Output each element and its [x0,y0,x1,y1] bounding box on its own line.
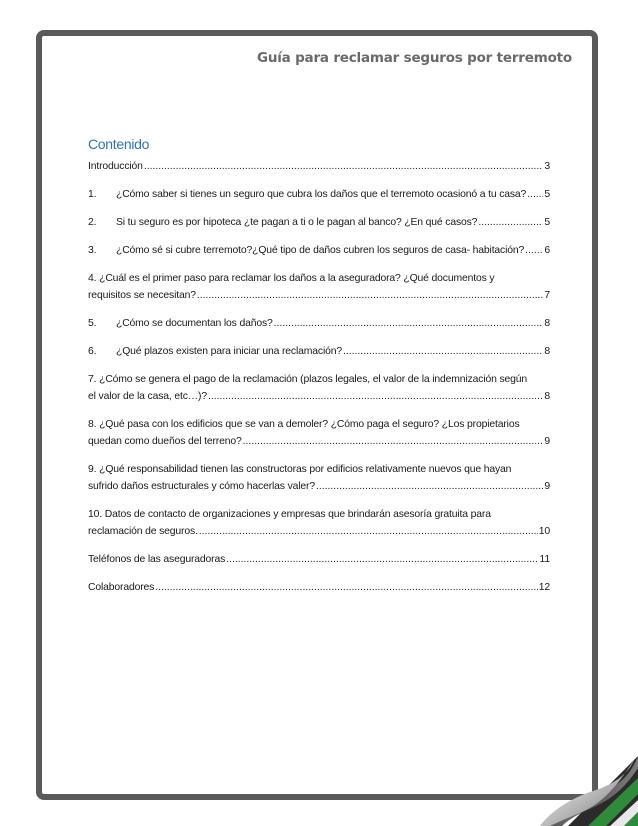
toc-page-number: 6 [544,245,550,256]
toc-entry-6[interactable] [88,343,550,360]
toc-entry-text: Datos de contacto de organizaciones y empresas que brindarán asesoría gratuita para [104,509,491,520]
toc-page-number: 12 [538,582,550,593]
dot-leader [478,214,543,231]
dot-leader [343,343,543,360]
toc-entry-number: 5. [88,318,97,329]
toc-entry-text: ¿Cómo se documentan los daños? [116,318,273,329]
toc-page-number: 5 [544,217,550,228]
toc-entry-number: 1. [88,189,97,200]
toc-entry-text-cont: reclamación de seguros. [88,526,198,537]
toc-entry-number: 4. [88,273,97,284]
toc-entry-text-cont: el valor de la casa, etc…)? [88,391,207,402]
toc-entry-7[interactable] [88,371,550,405]
toc-entry-5[interactable] [88,315,550,332]
toc-entry-10[interactable] [88,506,550,540]
toc-page-number: 8 [544,346,550,357]
toc-entry-colaboradores[interactable] [88,579,550,596]
toc-entry-text: ¿Qué plazos existen para iniciar una reclamación? [116,346,342,357]
dot-leader [197,287,543,304]
dot-leader [155,579,538,596]
toc-entry-introduccion[interactable] [88,158,550,175]
toc-entry-3[interactable] [88,242,550,259]
toc-entry-number: 7. [88,374,97,385]
table-of-contents [88,136,550,607]
dot-leader [525,242,543,259]
toc-entry-text: ¿Cuál es el primer paso para reclamar los daños a la aseguradora? ¿Qué documentos y [99,273,495,284]
dot-leader [208,388,543,405]
dot-leader [527,186,543,203]
toc-page-number: 5 [544,189,550,200]
dot-leader [199,523,538,540]
toc-entry-8[interactable] [88,416,550,450]
toc-entry-number: 6. [88,346,97,357]
toc-page-number: 11 [539,554,550,565]
toc-entry-text: ¿Cómo sé si cubre terremoto?¿Qué tipo de daños cubren los seguros de casa- habitación? [116,245,525,256]
toc-entry-number: 3. [88,245,97,256]
toc-entry-text-cont: quedan como dueños del terreno? [88,436,242,447]
toc-page-number: 3 [544,161,550,172]
document-header-title: Guía para reclamar seguros por terremoto [256,50,572,66]
toc-page-number: 9 [544,481,550,492]
toc-entry-text: 8. ¿Qué pasa con los edificios que se van a demoler? ¿Cómo paga el seguro? ¿Los propietarios [88,419,520,430]
toc-entry-text: ¿Cómo se genera el pago de la reclamación (plazos legales, el valor de la indemnización según [99,374,528,385]
toc-entry-9[interactable] [88,461,550,495]
dot-leader [243,433,544,450]
toc-entry-number: 2. [88,217,97,228]
toc-entry-number: 9. [88,464,97,475]
page-curl-decoration [518,716,638,826]
toc-page-number: 7 [544,290,550,301]
toc-page-number: 8 [544,391,550,402]
toc-entry-text: ¿Qué responsabilidad tienen las constructoras por edificios relativamente nuevos que hayan [99,464,512,475]
dot-leader [316,478,543,495]
toc-entry-telefonos[interactable] [88,551,550,568]
toc-entry-2[interactable] [88,214,550,231]
toc-entry-1[interactable] [88,186,550,203]
toc-entry-4[interactable] [88,270,550,304]
toc-entry-text: Colaboradores [88,582,155,593]
dot-leader [144,158,544,175]
toc-heading: Contenido [88,136,150,152]
toc-entry-text: ¿Cómo saber si tienes un seguro que cubra los daños que el terremoto ocasionó a tu casa? [116,189,527,200]
toc-page-number: 10 [538,526,550,537]
toc-entry-text-cont: sufrido daños estructurales y cómo hacerlas valer? [88,481,315,492]
toc-entry-number: 10. [88,509,102,520]
toc-entry-text: Teléfonos de las aseguradoras [88,554,226,565]
toc-entry-text: Si tu seguro es por hipoteca ¿te pagan a ti o le pagan al banco? ¿En qué casos? [116,217,478,228]
dot-leader [274,315,544,332]
toc-entry-text: Introducción [88,161,143,172]
toc-entry-text-cont: requisitos se necesitan? [88,290,196,301]
toc-page-number: 8 [544,318,550,329]
toc-page-number: 9 [544,436,550,447]
dot-leader [226,551,538,568]
